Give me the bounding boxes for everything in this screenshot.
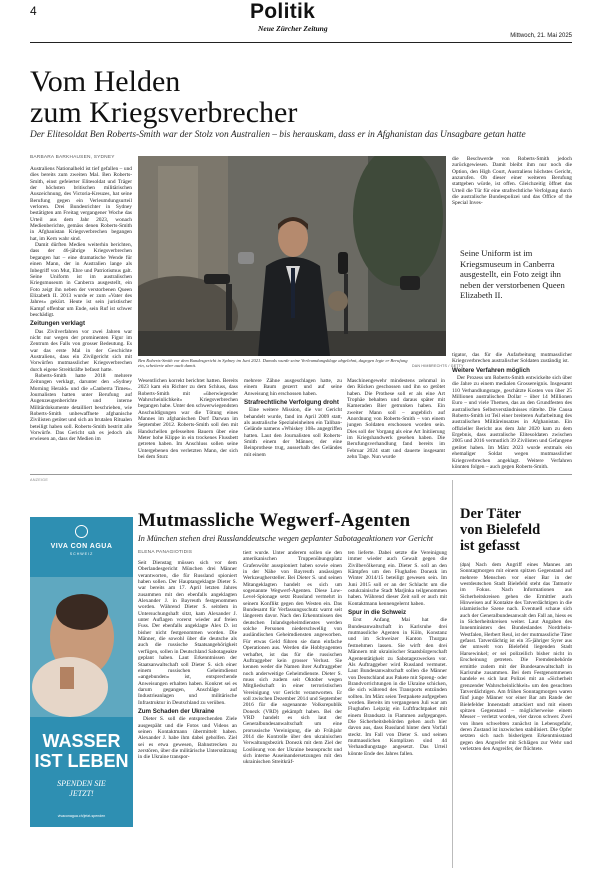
photo-caption: Ben Roberts-Smith vor dem Bundesgericht in Sydney im Juni 2021. Damals wurde seine Verleumdungsklage abgelehnt, dagegen legte er Berufung ein, scheiterte aber auch damit. (138, 358, 408, 369)
main-col-r1-p: die Beschwerde von Roberts-Smith jedoch zurückgewiesen. Damit bleibt ihm nur noch die Option, den High Court, Australiens höchstes Gericht, anzurufen. Ob dieser einer weiteren Berufung stattgeben würde, ist offen. Gleichzeitig öffnet das Urteil die Tür für eine strafrechtliche Verfolgung durch die australische Bundespolizei und das Office of the Special Inves- (452, 156, 572, 207)
pull-quote: Seine Uniform ist im Kriegsmuseum in Canberra ausgestellt, ein Foto zeigt ihn neben der verstorbenen Queen Elizabeth II. (460, 248, 565, 301)
main-dek: Der Elitesoldat Ben Roberts-Smith war der Stolz von Australien – bis herauskam, dass er in Afghanistan das Unsagbare getan hatte (30, 130, 526, 140)
ad-headline-2: IST LEBEN (34, 751, 129, 771)
column-divider (452, 480, 453, 868)
second-col3-subhead: Spur in die Schweiz (348, 609, 407, 617)
third-headline (460, 506, 540, 554)
ad-headline-1: WASSER (42, 731, 121, 751)
main-col-b2-subhead: Strafrechtliche Verfolgung droht (244, 399, 339, 407)
second-byline: ELENA PANAGIOTIDIS (138, 550, 193, 555)
main-col1-p2: Damit dürften Medien weiterhin berichten, dass der 46-jährige Kriegsverbrechen begangen hat – eine dramatische Wende für einen Mann, der in Australien lange als Inbegriff von Mut, Ehre und Patriotismus galt. Seine Uniform ist im australischen Kriegsmuseum in Canberra ausgestellt, ein Foto zeigt ihn neben der verstorbenen Queen Elizabeth II. 2013 wurde er zum «Vater des Jahres» gekürt. Heute ist sein juristischer Kampf offenbar um Ende, sein Ruf ist schwer beschädigt. (30, 242, 132, 318)
second-col3-p2: Erst Anfang Mai hat die Bundesanwaltschaft in Karlsruhe drei mutmassliche Agenten in Köln, Konstanz und im Schweizer Kanton Thurgau festnehmen lassen. Sie wirft den drei Männern mit ukrainischer Staatsbürgerschaft Agententätigkeit zu Sabotagezwecken vor. Als Auftraggeber wird Russland vermutet. Laut Bundesanwaltschaft sollen die Männer von Deutschland aus Pakete mit Spreng- oder Brandvorrichtungen in die Ukraine schicken, die sich während des Transports entzünden sollten. Im März seien Testpakete aufgegeben worden. Bereits im vergangenen Juli war am Flughafen Leipzig ein Luftfrachtpaket mit einem Brandsatz in Flammen aufgegangen. Die Sicherheitsbehörden gehen auch hier davon aus, dass Russland hinter dem Vorfall steckt. Im Fall von Dieter S. und seinen mutmasslichen Komplizen sind 44 Verhandlungstage angesetzt. Das Urteil könnte Ende des Jahres fallen. (348, 617, 447, 757)
main-col-b2 (244, 378, 342, 469)
main-col-b3-p: Maschinengewehr mindestens zehnmal in den Rücken geschossen und ihn so getötet haben. Die Prothese soll er als eine Art Trophäe behalten und daraus später mit Kameraden Bier getrunken haben. Ein zweiter Mann soll – angeblich auf Anordnung von Roberts-Smith – von einem jungen Soldaten erschossen worden sein. Dies soll der Vorgang als eine Art Initiierung im Kriegshandwerk gesehen haben. Die Berufungsverhandlung fand bereits im Februar 2024 statt und dauerte insgesamt zehn Tage. Nun wurde (347, 378, 445, 461)
second-dek: In München stehen drei Russlanddeutsche wegen geplanter Sabotageaktionen vor Gericht (138, 534, 434, 543)
third-body-text: Nach dem Angriff eines Mannes am Sonntagmorgen mit einem spitzen Gegenstand auf mehrere Menschen vor einer Bar in der westdeutschen Stadt Bielefeld steht das Tatmotiv im Fokus. Nach Informationen aus Sicherheitskreisen gehen die Ermittler auch Hinweisen auf Kontakte des Tatverdächtigen in die islamistische Szene nach. Eventuell schaue sich auch der Generalbundesanwalt den Fall an, hiess es in Sicherheitskreisen weiter. Laut Angaben des Innenministers des Bundeslandes Nordrhein-Westfalen, Herbert Reul, ist der mutmassliche Täter gefasst. Tatverdächtig ist ein 35-jähriger Syrer aus der umwelt von Bielefeld liegenden Stadt Harsewinkel; er sei polizeilich bisher nicht in Erscheinung getreten. Die Fremdenbehörde ermittle zudem mit der Bundesanwaltschaft in Karlsruhe zusammen. Bei dem Festgenommenen handele es sich laut Polizei mit an «Sicherheit grenzender Wahrscheinlichkeit» um den gesuchten Tatverdächtigen. Am frühen Sonntagmorgen waren fünf junge Männer vor einer Bar am Rande der Bielefelder Innenstadt attackiert und mit einem spitzen Gegenstand – möglicherweise einem Messer – verletzt worden, vier davon schwer. Zwei von ihnen schwebten zunächst in Lebensgefahr, deren Zustand ist inzwischen stabilisiert. Die Opfer setzten sich nach bisherigem Erkenntnisstand gegen den Angreifer mit Schlägen zur Wehr und verletzten den Angreifer, der flüchtete. (460, 562, 572, 752)
main-col-r2-p2: Der Prozess um Roberts-Smith entwickelte sich über die Jahre zu einem medialen Grossereignis. Insgesamt 110 Verhandlungstage, geschätzte Kosten von über 25 Millionen australischen Dollar – über 14 Millionen Euro – und viele Themen, das an den Grundfesten des australischen Selbstverständnisses rüttelte. Die Causa Roberts-Smith ist Teil einer breiteren Aufarbeitung des australischen Militäreinsatzes in Afghanistan. Ein offizieller Bericht aus dem Jahr 2020 kam zu dem Ergebnis, dass australische Elitesoldaten zwischen 2005 und 2016 vermutlich 39 Zivilisten und Gefangene getötet haben. Im März 2023 wurde erstmals ein ehemaliger Soldat wegen mutmasslicher Kriegsverbrechen angeklagt. Weitere Verfahren könnten folgen – auch gegen Roberts-Smith. (452, 375, 572, 469)
third-body (460, 562, 572, 868)
main-col1-p1: Australiens Nationalheld ist tief gefallen – und dies bereits zum zweiten Mal. Ben Roberts-Smith, einst gefeierter Elitesoldat und Träger der höchsten britischen militärischen Auszeichnung, des Victoria-Kreuzes, hat seine Berufung gegen ein Verleumdungsurteil verloren. Drei Bundesrichter in Sydney bestätigten am Freitag vergangener Woche das Urteil aus dem Jahr 2023, wonach Medienberichte, gemäss denen Roberts-Smith in Afghanistan Kriegsverbrechen begangen hat, im Kern wahr sind. (30, 166, 132, 242)
ad-cta-1: SPENDEN SIE (57, 779, 106, 788)
main-photo (138, 156, 446, 356)
second-col2-p: tiert wurde. Unter anderem sollen sie den amerikanischen Truppenübungsplatz Grafenwöhr ausspioniert haben sowie einen in der Nähe von Bayreuth ansässigen Werkzeughersteller. Bei Dieter S. und seinen Mitangeklagten handelt es sich um sogenannte Wegwerf-Agenten. Diese Low-Level-Spionage setzt Russland vermehrt in seinem Konflikt gegen den Westen ein. Das Bundesamt für Verfassungsschutz warnt seit längerem davor. Nach den Erkenntnissen des deutschen Inlandsgeheimdienstes werden solche Personen niederschwellig von ausländischen Geheimdiensten angeworben. Für etwas Geld führen sie dann einfache Operationen aus. Werden die Hobbyagenten verhaftet, ist das für die russischen Auftraggeber kein grosser Verlust. Sie kennen weder die Namen ihrer Auftraggeber noch anderweitige Geheimdienste. Dieter S. muss sich zudem seit Oktober wegen Mitgliedschaft in einer terroristischen Vereinigung vor Gericht verantworten. Er soll zwischen Dezember 2014 und September 2016 für die sogenannte Volksrepublik Donezk (VRD) gekämpft haben. Bei der VRD handelt es sich laut der Generalbundesanwaltschaft um eine prorussische Vereinigung, die ab Frühjahr 2014 die Kontrolle über den ukrainischen Verwaltungsbezirk Donezk mit dem Ziel der Loslösung von der Ukraine beansprucht und sich interne Auseinandersetzungen mit den ukrainischen Streitkräf- (243, 550, 342, 766)
second-col3-p1: ten lieferte. Dabei setzte die Vereinigung immer wieder auch Gewalt gegen die Zivilbevölkerung ein. Dieter S. soll an den Kämpfen um den Flughafen Donezk im Winter 2014/15 beteiligt gewesen sein. Im Juni 2015 soll er an der Schlacht um die ostukrainische Stadt Marjinka teilgenommen haben. Während dieser Zeit soll er auch mit Kontaktmann kennengelernt haben. (348, 550, 447, 607)
main-col1-subhead: Zeitungen verklagt (30, 320, 86, 328)
ad-logo-icon (75, 525, 88, 538)
header-rule (30, 42, 572, 43)
main-col-r1 (452, 156, 572, 236)
third-body-p (460, 562, 572, 752)
main-byline: BARBARA BARKHAUSEN, SYDNEY (30, 155, 115, 160)
masthead-logo: Neue Zürcher Zeitung (258, 24, 328, 33)
main-headline-line1: Vom Helden (30, 65, 181, 98)
third-headline-line3: ist gefasst (460, 538, 521, 554)
second-col2 (243, 550, 342, 868)
main-col1-p4: Roberts-Smith hatte 2018 mehrere Zeitungen verklagt, darunter den «Sydney Morning Herald» und die «Canberra Times». Journalisten hatten unter Berufung auf Augenzeugenberichte und interne Militärdokumente detailliert beschrieben, wie Roberts-Smith unbewaffnete afghanische Zivilisten getötet und sich an brutalen Ritualen beteiligt haben soll. Roberts-Smith bestritt alle Vorwürfe. Das Gericht sah es jedoch als erwiesen an, dass der Medien im (30, 373, 132, 443)
section-divider (30, 474, 572, 475)
ad-banner[interactable] (30, 517, 133, 827)
ad-label: ANZEIGE (30, 478, 49, 482)
main-col-b1 (138, 378, 238, 469)
page-number: 4 (30, 4, 37, 18)
second-col3 (348, 550, 447, 868)
main-col-r-subhead: Weitere Verfahren möglich (452, 366, 530, 374)
photo-illustration (138, 156, 446, 356)
third-body-source: (dpa) (460, 562, 471, 567)
third-headline-line1: Der Täter (460, 506, 522, 522)
main-col-r2-p1: tigator, das für die Aufarbeitung mutmasslicher Kriegsverbrechen australischer Soldaten zuständig ist. (452, 352, 572, 365)
issue-date: Mittwoch, 21. Mai 2025 (510, 33, 572, 39)
main-col-b2-p1: mehrere Zähne ausgeschlagen hatte, zu einem Baum gezerrt und auf seine Anweisung hin erschossen haben. (244, 378, 342, 397)
second-headline: Mutmassliche Wegwerf-Agenten (138, 510, 411, 531)
ad-brand: VIVA CON AGUA (50, 543, 113, 550)
main-col-b1-p: Wesentlichen korrekt berichtet hatten. Bereits 2023 kam ein Richter zu dem Schluss, dass Roberts-Smith mit «überwiegender Wahrscheinlichkeit» Kriegsverbrechen begangen habe. Unter den schwerwiegendsten Anschuldigungen war die Tötung eines Mannes im afghanischen Dorf Darwan im September 2012. Roberts-Smith soll den mit Handschellen gefesselten Bauern über eine Meter hohe Klippe in ein trockenes Flussbett getreten haben. Im Anschluss sollen seine Untergebenen den verletzten Mann, der sich bei dem Sturz (138, 378, 238, 461)
main-col1 (30, 166, 132, 469)
second-col1-p1: Seit Dienstag müssen sich vor dem Oberlandesgericht München drei Männer verantworten, die für Russland spioniert haben sollen. Der Hauptangeklagte Dieter S. war bereits am 17. April letzten Jahres zusammen mit den ebenfalls angeklagten Alexander J. in Bayreuth festgenommen worden. Während Dieter S. seitdem in Untersuchungshaft sitzt, kam Alexander J. unter Auflagen vorerst wieder auf freien Fuss. Der ebenfalls angeklagte Alex D. ist bisher nicht festgenommen worden. Die Männer, die sowohl über die deutsche als auch die russische Staatsangehörigkeit verfügen, sollen in Deutschland Sabotageakte geplant haben. Laut Erkenntnissen der Staatsanwaltschaft soll Dieter S. sich einer einem russischen Geheimdienst «angebunden» ist, entsprechende Anweisungen erhalten haben. Konkret sei es darum gegangen, Anschläge auf Industrieanlagen und militärische Infrastruktur in Deutschland zu verüben. (138, 560, 237, 706)
photo-credit: DAN HIMBRECHTS / GETTY (412, 364, 464, 368)
third-headline-line2: von Bielefeld (460, 522, 541, 538)
ad-cta-2: JETZT! (69, 789, 94, 798)
main-headline-line2: zum Kriegsverbrecher (30, 96, 298, 129)
main-headline (30, 66, 297, 128)
ad-footer: vivaconagua.ch/jetzt-spenden (57, 814, 106, 818)
main-col-b2-p2: Eine weitere Mission, die vor Gericht behandelt wurde, fand im April 2009 statt, als australische Spezialeinheiten ein Taliban-Gelände namens «Whiskey 108» angegriffen hatten. Laut den Journalisten soll Roberts-Smith einem der Männer, der eine Beinprothese trug, ausserhalb des Geländes mit einem (244, 407, 342, 458)
second-col1-subhead: Zum Schaden der Ukraine (138, 707, 215, 715)
main-col-r2 (452, 352, 572, 469)
main-col-b3 (347, 378, 445, 469)
ad-brand-sub: SCHWEIZ (69, 552, 94, 556)
main-col1-p3: Das Zivilverfahren vor zwei Jahren war nicht nur wegen der prominenten Figur im Zentrum des Falls von grosser Bedeutung. Es war das erste Mal in der Geschichte Australiens, dass ein Zivilgericht sich mit Vorwürfen mutmasslicher Kriegsverbrechen durch eigene Streitkräfte befasst hatte. (30, 328, 132, 373)
second-col1 (138, 560, 237, 868)
second-col1-p2: Dieter S. soll die entsprechenden Ziele ausgespäht und die Fotos und Videos an seinen Kontaktmann übermittelt haben. Alexander J. habe ihm dabei geholfen. Ziel sei es etwa gewesen, Bahnstrecken zu zerstören, über die militärische Unterstützung in die Ukraine transpor- (138, 716, 237, 761)
section-title: Politik (250, 0, 316, 23)
